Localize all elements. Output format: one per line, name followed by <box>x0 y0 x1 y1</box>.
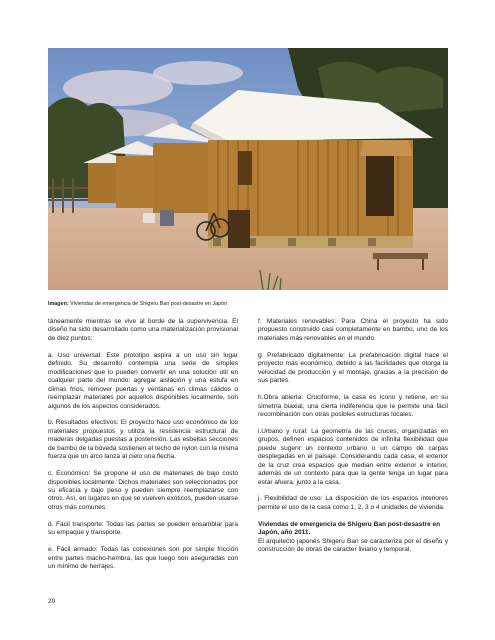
paragraph: b. Resultados efectivos: El proyecto hace uso económico de los materiales propuestos y utiliza la resistencia estructural de maderas delgadas puestas a postensión. Las esbeltas secciones de bambú de la bóveda sostienen el techo de nylon con la misma fuerza que un arco lanza al cielo una flecha. <box>48 419 238 461</box>
left-column <box>48 318 238 572</box>
section-text: El arquitecto japonés Shigeru Ban se caracteriza por el diseño y construcción de obras de caracter liviano y temporal, <box>258 537 448 554</box>
paragraph: e. Fácil armado: Todas las conexiones son por simple fricción entre partes macho-hembra, las que luego son aseguradas con un mínimo de herrajes. <box>48 546 238 571</box>
shelters-photo <box>48 48 448 290</box>
page-number: 20 <box>48 598 56 605</box>
paragraph: f. Materiales renovables: Para China el proyecto ha sido propuesto construido casi completamente en bambú, uno de los materiales más renovables en el mundo. <box>258 318 448 342</box>
caption-text: Viviendas de emergencia de Shigeru Ban post-desastre en Japón <box>68 301 228 307</box>
right-column <box>258 318 448 555</box>
paragraph: h.Obra abierta: Cruciforme, la casa es ícono y retiene, en su simetría biaxial, una cierta indiferencia que le permite una fácil recombinación con otras posibles estructuras locales. <box>258 394 448 418</box>
paragraph: g. Prefabricado digitalmente: La prefabricación digital hace el proyecto más económico, debido a las facilidades que otorga la velocidad de producción y el montaje, gracias a la precisión de sus partes. <box>258 351 448 385</box>
caption-label: Imagen: <box>48 301 69 307</box>
paragraph: táneamente mientras se vive al borde de la supervivencia. El diseño ha sido desarrollado como una materialización provisional de diez puntos: <box>48 318 238 342</box>
section-heading: Viviendas de emergencia de Shigeru Ban post-desastre en Japón, año 2011. <box>258 520 441 537</box>
paragraph: a. Uso universal: Este prototipo aspira a un uso sin lugar definido. Su desarrollo contempla una serie de simples modificaciones que lo pueden convertir en una solución útil en cualquier parte del mundo: agregar aislación y una estufa en climas fríos, remover puertas y ventanas en climas cálidos o reemplazar materiales por aquellos disponibles localmente, son algunos de los aspectos considerados. <box>48 351 238 410</box>
paragraph: j. Flexibilidad de uso: La disposición de los espacios interiores permite el uso de la casa como 1, 2, 3 o 4 unidades de vivienda. <box>258 495 448 511</box>
paragraph: c. Económico: Se propone el uso de materiales de bajo costo disponibles localmente. Dichos materiales son seleccionados por su eficacia y bajo peso y pueden siempre reemplazarse con otros. Así, en lugares en que se vuelven exóticos, pueden usarse otros más comunes. <box>48 470 238 511</box>
paragraph: d. Fácil transporte: Todas las partes se pueden ensamblar para su empaque y transporte. <box>48 520 238 537</box>
image-caption <box>48 301 448 308</box>
paragraph: i.Urbano y rural: La geometría de las cruces, organizadas en grupos, definen espacios contenidos de infinita flexibilidad que puede sugerir un contexto urbano o un campo de carpas desplegadas en el paisaje. Considerando cada casa, el exterior de la cruz crea espacios que median entre exterior e interior, además de un contexto para que la gente tenga un lugar para estar afuera, junto a la casa. <box>258 427 448 486</box>
